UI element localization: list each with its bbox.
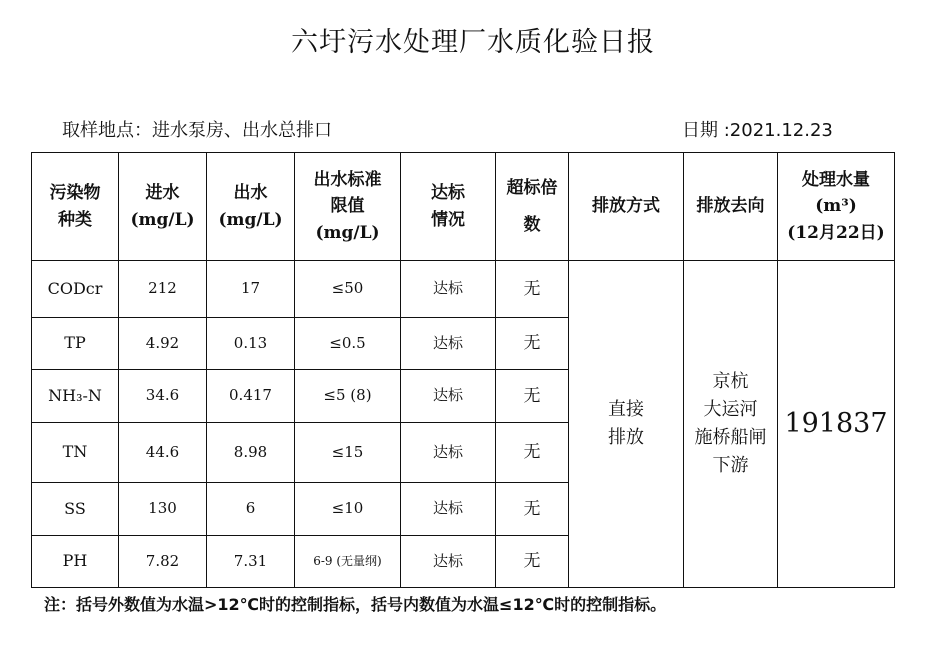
- pollutant-name: TP: [32, 318, 119, 370]
- limit-value: ≤50: [295, 261, 401, 318]
- pollutant-name: CODcr: [32, 261, 119, 318]
- limit-value: ≤0.5: [295, 318, 401, 370]
- exceed-multiple: 无: [496, 536, 569, 588]
- header-outflow: 出水 (mg/L): [207, 153, 295, 261]
- header-pollutant: 污染物 种类: [32, 153, 119, 261]
- compliance-status: 达标: [401, 536, 496, 588]
- compliance-status: 达标: [401, 483, 496, 536]
- limit-value: ≤5 (8): [295, 370, 401, 423]
- inflow-value: 212: [119, 261, 207, 318]
- pollutant-name: PH: [32, 536, 119, 588]
- exceed-multiple: 无: [496, 423, 569, 483]
- report-date: 日期 :2021.12.23: [682, 120, 833, 141]
- sampling-location: 取样地点：进水泵房、出水总排口: [62, 120, 332, 141]
- pollutant-name: SS: [32, 483, 119, 536]
- footnote: 注：括号外数值为水温>12℃时的控制指标，括号内数值为水温≤12℃时的控制指标。: [44, 595, 667, 614]
- inflow-value: 44.6: [119, 423, 207, 483]
- exceed-multiple: 无: [496, 370, 569, 423]
- header-row: [32, 153, 895, 261]
- pollutant-name: TN: [32, 423, 119, 483]
- inflow-value: 34.6: [119, 370, 207, 423]
- header-limit: 出水标准 限值 (mg/L): [295, 153, 401, 261]
- water-quality-table: [31, 152, 895, 588]
- report-title: 六圩污水处理厂水质化验日报: [291, 27, 655, 58]
- header-exceed: 超标倍 数: [496, 153, 569, 261]
- inflow-value: 4.92: [119, 318, 207, 370]
- inflow-value: 130: [119, 483, 207, 536]
- discharge-method: 直接 排放: [569, 261, 684, 588]
- exceed-multiple: 无: [496, 318, 569, 370]
- header-discharge-destination: 排放去向: [684, 153, 778, 261]
- limit-value: ≤10: [295, 483, 401, 536]
- compliance-status: 达标: [401, 370, 496, 423]
- table-row: [32, 261, 895, 318]
- outflow-value: 17: [207, 261, 295, 318]
- outflow-value: 6: [207, 483, 295, 536]
- limit-value: ≤15: [295, 423, 401, 483]
- header-volume: 处理水量 (m³) (12月22日): [778, 153, 895, 261]
- exceed-multiple: 无: [496, 483, 569, 536]
- compliance-status: 达标: [401, 423, 496, 483]
- compliance-status: 达标: [401, 318, 496, 370]
- outflow-value: 0.13: [207, 318, 295, 370]
- header-inflow: 进水 (mg/L): [119, 153, 207, 261]
- header-discharge-method: 排放方式: [569, 153, 684, 261]
- limit-value: 6-9 (无量纲): [295, 536, 401, 588]
- compliance-status: 达标: [401, 261, 496, 318]
- header-compliance: 达标 情况: [401, 153, 496, 261]
- outflow-value: 8.98: [207, 423, 295, 483]
- pollutant-name: NH₃-N: [32, 370, 119, 423]
- exceed-multiple: 无: [496, 261, 569, 318]
- treated-volume: 191837: [778, 261, 895, 588]
- outflow-value: 0.417: [207, 370, 295, 423]
- discharge-destination: 京杭 大运河 施桥船闸 下游: [684, 261, 778, 588]
- outflow-value: 7.31: [207, 536, 295, 588]
- inflow-value: 7.82: [119, 536, 207, 588]
